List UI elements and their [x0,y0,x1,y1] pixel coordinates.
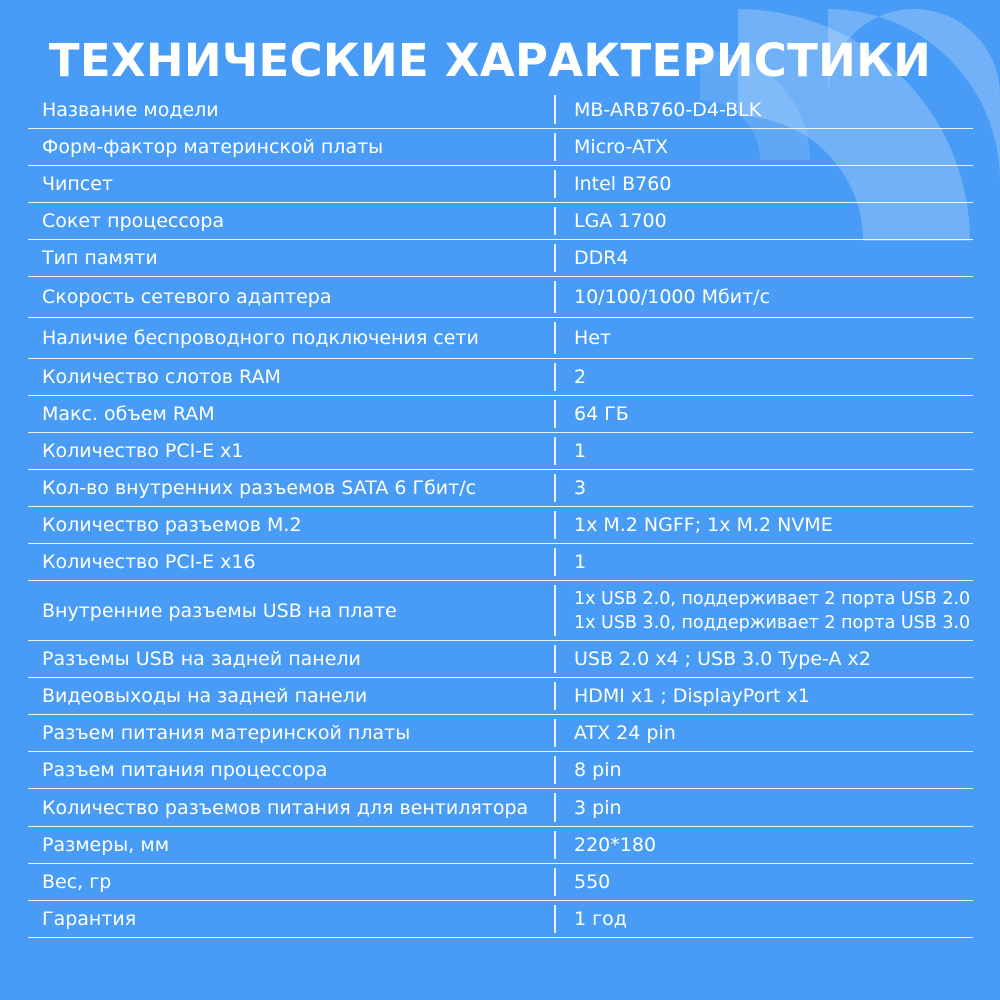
spec-row-ram-slots [28,359,973,396]
spec-value-cell [574,166,973,202]
column-divider [554,133,556,161]
spec-value-cell [574,240,973,276]
spec-row-pcie-x1 [28,433,973,470]
spec-value: 10/100/1000 Мбит/с [574,286,771,308]
column-divider [554,511,556,539]
spec-label: Макс. объем RAM [42,403,215,425]
spec-row-warranty [28,901,973,938]
spec-label: Видеовыходы на задней панели [42,685,368,707]
spec-row-video-outputs [28,678,973,715]
spec-value-cell [574,715,973,751]
column-divider [554,281,556,313]
spec-value-cell [574,318,973,358]
spec-row-model [28,91,973,129]
spec-value-cell [574,129,973,165]
column-divider [554,905,556,933]
spec-value: DDR4 [574,247,629,269]
spec-value: 550 [574,871,611,893]
spec-label: Внутренние разъемы USB на плате [42,599,397,622]
spec-table [28,91,973,938]
column-divider [554,756,556,784]
spec-row-internal-usb [28,581,973,641]
spec-label: Количество PCI-E x1 [42,440,244,462]
spec-value: Micro-ATX [574,136,669,158]
spec-label: Количество разъемов M.2 [42,514,302,536]
spec-value: LGA 1700 [574,210,667,232]
column-divider [554,95,556,124]
spec-row-pcie-x16 [28,544,973,581]
spec-value-cell [574,470,973,506]
spec-value-cell [574,752,973,788]
spec-value: Нет [574,327,612,349]
spec-label: Форм-фактор материнской платы [42,136,384,158]
spec-label: Наличие беспроводного подключения сети [42,327,479,349]
spec-value: HDMI x1 ; DisplayPort x1 [574,685,810,707]
page-title: ТЕХНИЧЕСКИЕ ХАРАКТЕРИСТИКИ [48,34,932,87]
spec-value-cell [574,864,973,900]
spec-row-socket [28,203,973,240]
spec-value: Intel B760 [574,173,672,195]
column-divider [554,400,556,428]
spec-value: 1 [574,440,587,462]
spec-value: 220*180 [574,834,657,856]
spec-row-cpu-power [28,752,973,789]
spec-row-chipset [28,166,973,203]
spec-label: Гарантия [42,908,137,930]
spec-row-max-ram [28,396,973,433]
spec-value-cell [574,581,973,640]
spec-label: Размеры, мм [42,834,170,856]
spec-value: 1 год [574,908,627,930]
column-divider [554,322,556,354]
spec-value: 8 pin [574,759,622,781]
spec-value-cell [574,827,973,863]
spec-value-cell [574,507,973,543]
spec-value-cell [574,396,973,432]
column-divider [554,868,556,896]
column-divider [554,474,556,502]
spec-label: Количество слотов RAM [42,366,281,388]
spec-label: Тип памяти [42,247,158,269]
spec-row-fan-power [28,789,973,827]
spec-row-wireless [28,318,973,359]
spec-value-cell [574,277,973,317]
column-divider [554,548,556,576]
spec-label: Сокет процессора [42,210,225,232]
spec-value: 1x M.2 NGFF; 1x M.2 NVME [574,514,833,536]
spec-label: Вес, гр [42,871,112,893]
spec-row-memory-type [28,240,973,277]
column-divider [554,244,556,272]
column-divider [554,719,556,747]
spec-label: Скорость сетевого адаптера [42,286,332,308]
column-divider [554,363,556,391]
column-divider [554,437,556,465]
spec-label: Разъем питания материнской платы [42,722,411,744]
spec-value-cell [574,901,973,937]
column-divider [554,645,556,673]
column-divider [554,793,556,822]
spec-row-form-factor [28,129,973,166]
spec-value: 1x USB 2.0, поддерживает 2 порта USB 2.0 [574,588,971,609]
spec-label: Количество разъемов питания для вентилятора [42,796,529,819]
column-divider [554,585,556,636]
spec-row-rear-usb [28,641,973,678]
spec-value-cell [574,641,973,677]
spec-value-cell [574,433,973,469]
spec-label: Количество PCI-E x16 [42,551,256,573]
spec-value-line2: 1x USB 3.0, поддерживает 2 порта USB 3.0 [574,612,971,633]
spec-value: 2 [574,366,587,388]
column-divider [554,682,556,710]
spec-value: ATX 24 pin [574,722,676,744]
column-divider [554,831,556,859]
spec-value-cell [574,203,973,239]
spec-value: USB 2.0 x4 ; USB 3.0 Type-A x2 [574,648,871,670]
spec-value: 1 [574,551,587,573]
spec-value: 3 [574,477,587,499]
spec-label: Кол-во внутренних разъемов SATA 6 Гбит/с [42,477,477,499]
spec-value: 64 ГБ [574,403,629,425]
spec-row-dimensions [28,827,973,864]
spec-row-board-power [28,715,973,752]
spec-value-cell [574,678,973,714]
spec-row-sata [28,470,973,507]
spec-value-cell [574,544,973,580]
spec-label: Чипсет [42,173,113,195]
spec-value-cell [574,789,973,826]
spec-value: 3 pin [574,796,622,819]
column-divider [554,207,556,235]
spec-label: Название модели [42,98,219,121]
spec-label: Разъемы USB на задней панели [42,648,361,670]
spec-value: MB-ARB760-D4-BLK [574,98,762,121]
spec-label: Разъем питания процессора [42,759,328,781]
spec-row-weight [28,864,973,901]
spec-row-m2 [28,507,973,544]
spec-value-cell [574,359,973,395]
spec-row-network-speed [28,277,973,318]
spec-value-cell [574,91,973,128]
column-divider [554,170,556,198]
